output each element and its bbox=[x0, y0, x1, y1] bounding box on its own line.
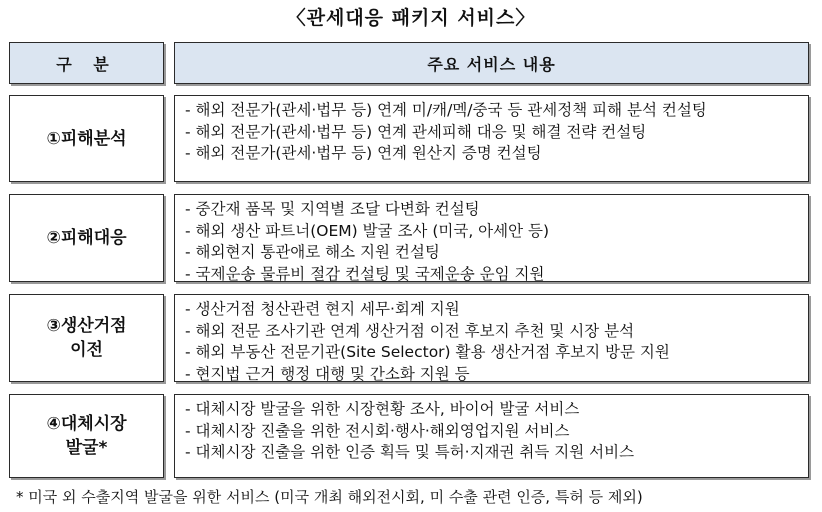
header-content: 주요 서비스 내용 bbox=[174, 42, 809, 84]
row-label-line: ④대체시장 bbox=[46, 414, 127, 434]
page-title: 〈관세대응 패키지 서비스〉 bbox=[286, 7, 536, 29]
row-content-production-relocation bbox=[174, 294, 809, 382]
row-label-line: ③생산거점 bbox=[46, 316, 127, 336]
service-item: - 대체시장 발굴을 위한 시장현황 조사, 바이어 발굴 서비스 bbox=[185, 399, 808, 421]
service-item: - 국제운송 물류비 절감 컨설팅 및 국제운송 운임 지원 bbox=[185, 264, 808, 283]
service-item: - 생산거점 청산관련 현지 세무·회계 지원 bbox=[185, 299, 808, 321]
service-item: - 해외 전문가(관세·법무 등) 연계 원산지 증명 컨설팅 bbox=[185, 143, 808, 165]
service-item: - 현지법 근거 행정 대행 및 간소화 지원 등 bbox=[185, 364, 808, 383]
service-item: - 대체시장 진출을 위한 전시회·행사·해외영업지원 서비스 bbox=[185, 421, 808, 443]
row-label-production-relocation bbox=[9, 294, 164, 382]
row-content-damage-response bbox=[174, 194, 809, 282]
row-label-damage-response bbox=[9, 194, 164, 282]
service-item: - 해외 전문가(관세·법무 등) 연계 미/캐/멕/중국 등 관세정책 피해 분석 컨설팅 bbox=[185, 100, 808, 122]
row-content-damage-analysis bbox=[174, 95, 809, 182]
service-item: - 중간재 품목 및 지역별 조달 다변화 컨설팅 bbox=[185, 199, 808, 221]
service-item: - 해외 전문가(관세·법무 등) 연계 관세피해 대응 및 해결 전략 컨설팅 bbox=[185, 122, 808, 144]
service-item: - 해외 부동산 전문기관(Site Selector) 활용 생산거점 후보지 방문 지원 bbox=[185, 342, 808, 364]
row-label-alternative-market bbox=[9, 394, 164, 478]
service-item: - 해외 전문 조사기관 연계 생산거점 이전 후보지 추천 및 시장 분석 bbox=[185, 321, 808, 343]
header-category: 구 분 bbox=[9, 42, 164, 84]
row-content-alternative-market bbox=[174, 394, 809, 478]
row-label-line: ②피해대응 bbox=[46, 228, 127, 248]
service-item: - 해외현지 통관애로 해소 지원 컨설팅 bbox=[185, 242, 808, 264]
footnote: * 미국 외 수출지역 발굴을 위한 서비스 (미국 개최 해외전시회, 미 수출 관련 인증, 특허 등 제외) bbox=[16, 488, 643, 506]
service-item: - 해외 생산 파트너(OEM) 발굴 조사 (미국, 아세안 등) bbox=[185, 221, 808, 243]
row-label-damage-analysis bbox=[9, 95, 164, 182]
row-label-line: 이전 bbox=[70, 340, 103, 360]
row-label-line: ①피해분석 bbox=[46, 128, 127, 149]
service-item: - 대체시장 진출을 위한 인증 획득 및 특허·지재권 취득 지원 서비스 bbox=[185, 442, 808, 464]
row-label-line: 발굴* bbox=[65, 438, 108, 458]
